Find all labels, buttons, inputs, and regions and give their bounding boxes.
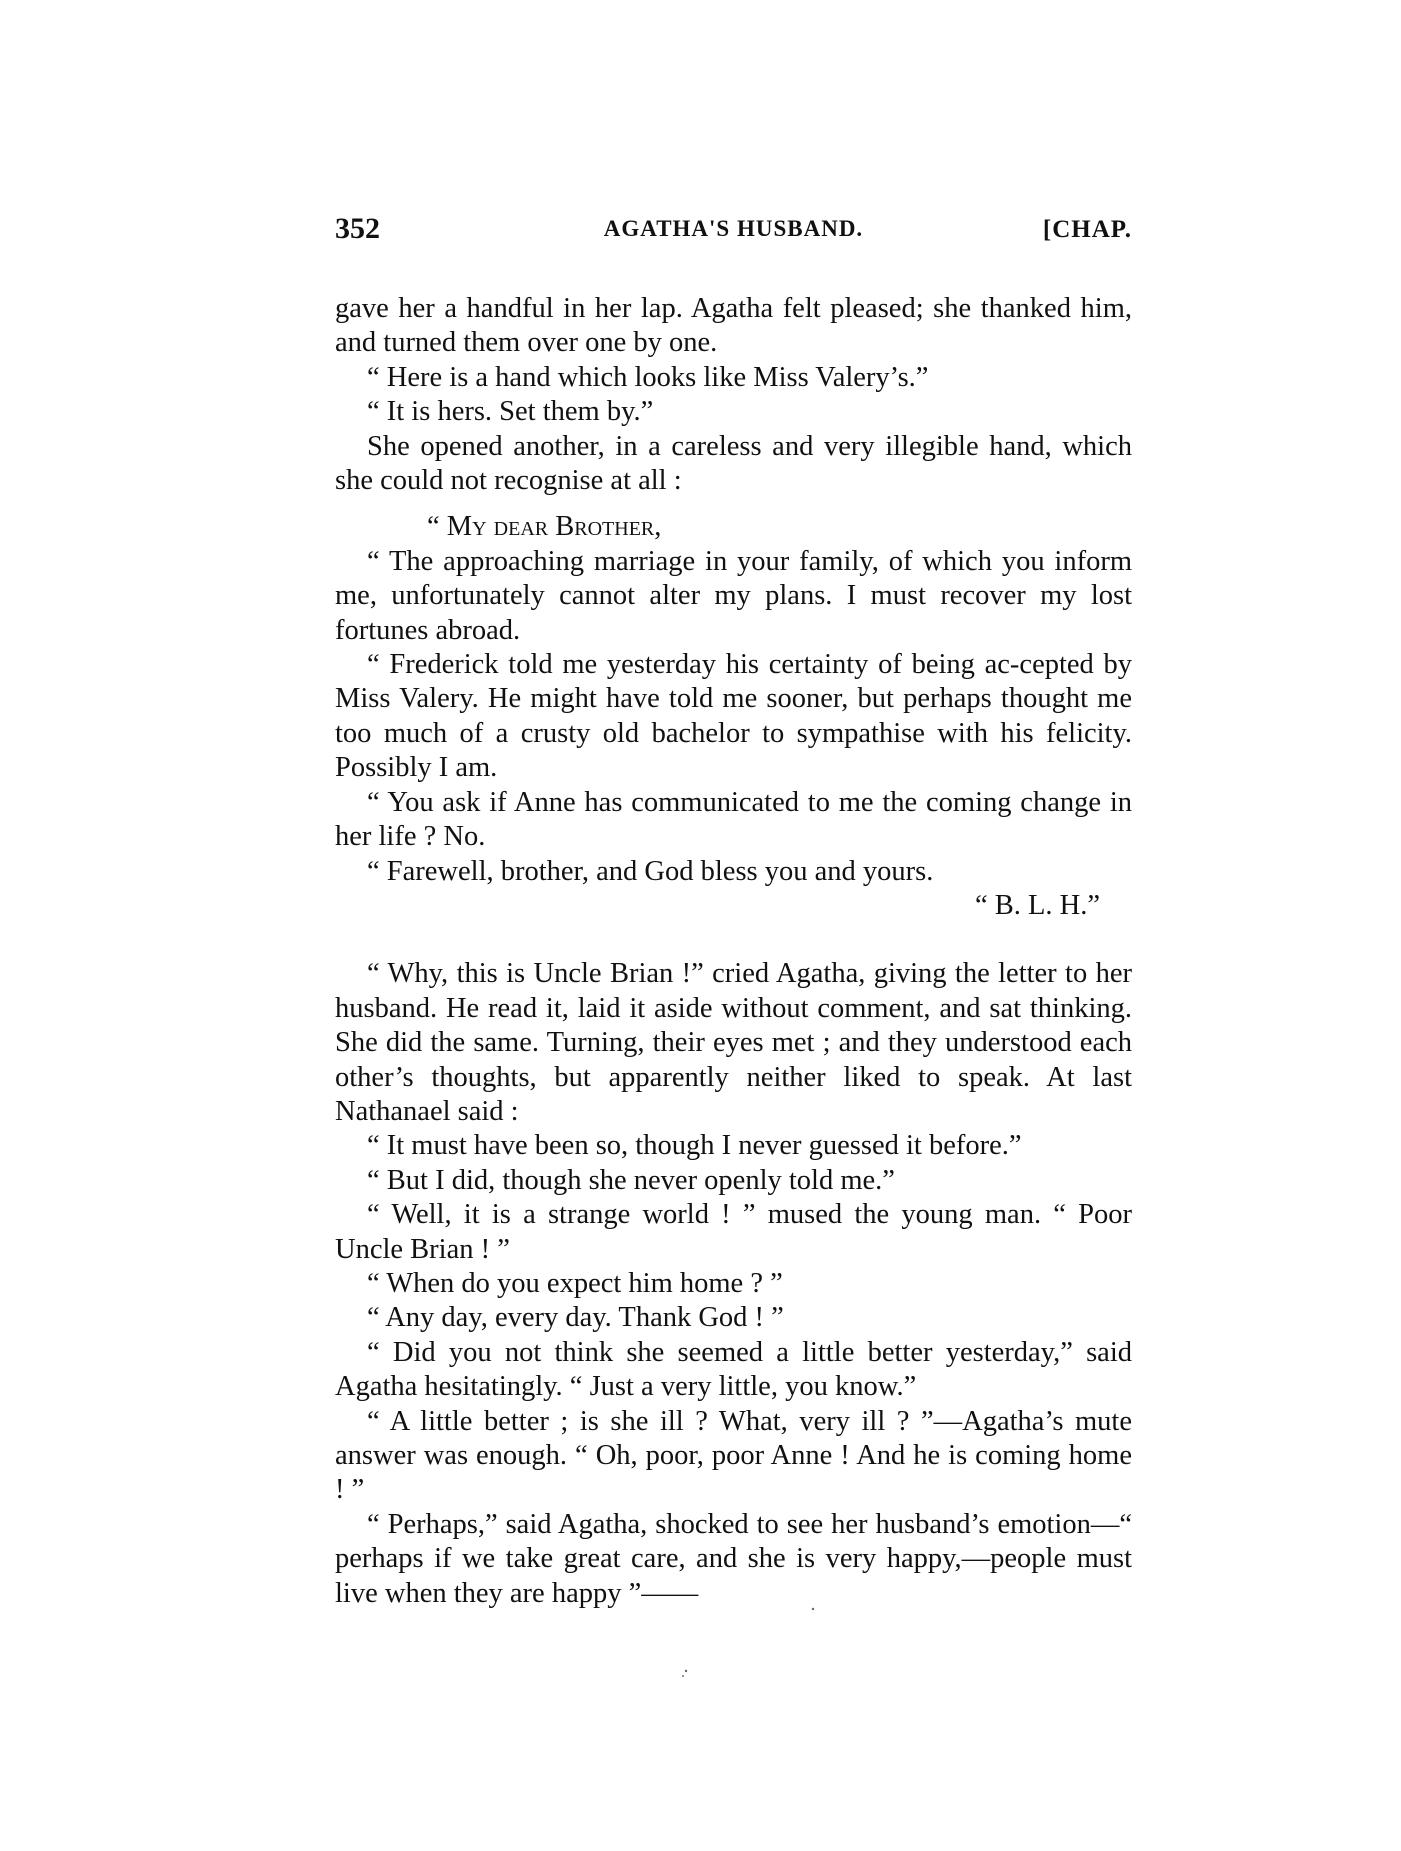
paragraph: gave her a handful in her lap. Agatha felt pleased; she thanked him, and turned them over one by one. [335,293,1132,359]
paragraph: “ Did you not think she seemed a little better yesterday,” said Agatha hesitatingly. “ Just a very little, you know.” [335,1336,1132,1403]
paragraph: “ Here is a hand which looks like Miss Valery’s.” [367,361,929,393]
running-title: AGATHA'S HUSBAND. [603,216,864,241]
paragraph: “ A little better ; is she ill ? What, very ill ? ”—Agatha’s mute answer was enough. “ Oh, poor, poor Anne ! And he is coming home ! ” [335,1405,1132,1506]
paragraph: “ Any day, every day. Thank God ! ” [367,1302,784,1334]
paragraph: “ Why, this is Uncle Brian !” cried Agatha, giving the letter to her husband. He read it, laid it aside without comment, and sat thinking. She did the same. Turning, their eyes met ; and they understood each other’s thoughts, but apparently neither liked to speak. At last Nathanael said : [335,958,1132,1127]
paragraph: She opened another, in a careless and very illegible hand, which she could not recognise at all : [335,430,1132,497]
paragraph: “ Well, it is a strange world ! ” mused the young man. “ Poor Uncle Brian ! ” [335,1199,1132,1265]
letter-paragraph: “ Frederick told me yesterday his certainty of being ac-cepted by Miss Valery. He might have told me sooner, but perhaps thought me too much of a crusty old bachelor to sympathise with his felicity. Possibly I am. [335,649,1132,784]
paragraph: “ It is hers. Set them by.” [367,396,654,428]
chapter-marker: [CHAP. [1042,216,1132,243]
paragraph: “ But I did, though she never openly told me.” [367,1164,895,1196]
paragraph: “ Perhaps,” said Agatha, shocked to see her husband’s emotion—“ perhaps if we take great care, and she is very happy,—people must live when they are happy ”—— [335,1508,1132,1609]
letter-signature: “ B. L. H.” [974,889,1100,921]
paragraph: “ When do you expect him home ? ” [367,1267,783,1299]
letter-paragraph: “ The approaching marriage in your family, of which you inform me, unfortunately cannot alter my plans. I must recover my lost fortunes abroad. [335,545,1132,646]
paragraph: “ It must have been so, though I never guessed it before.” [367,1130,1022,1162]
letter-paragraph: “ You ask if Anne has communicated to me the coming change in her life ? No. [335,786,1132,853]
letter-paragraph: “ Farewell, brother, and God bless you and yours. [367,855,934,887]
letter-salutation: “ My dear Brother, [427,511,662,543]
page-number: 352 [335,212,380,245]
